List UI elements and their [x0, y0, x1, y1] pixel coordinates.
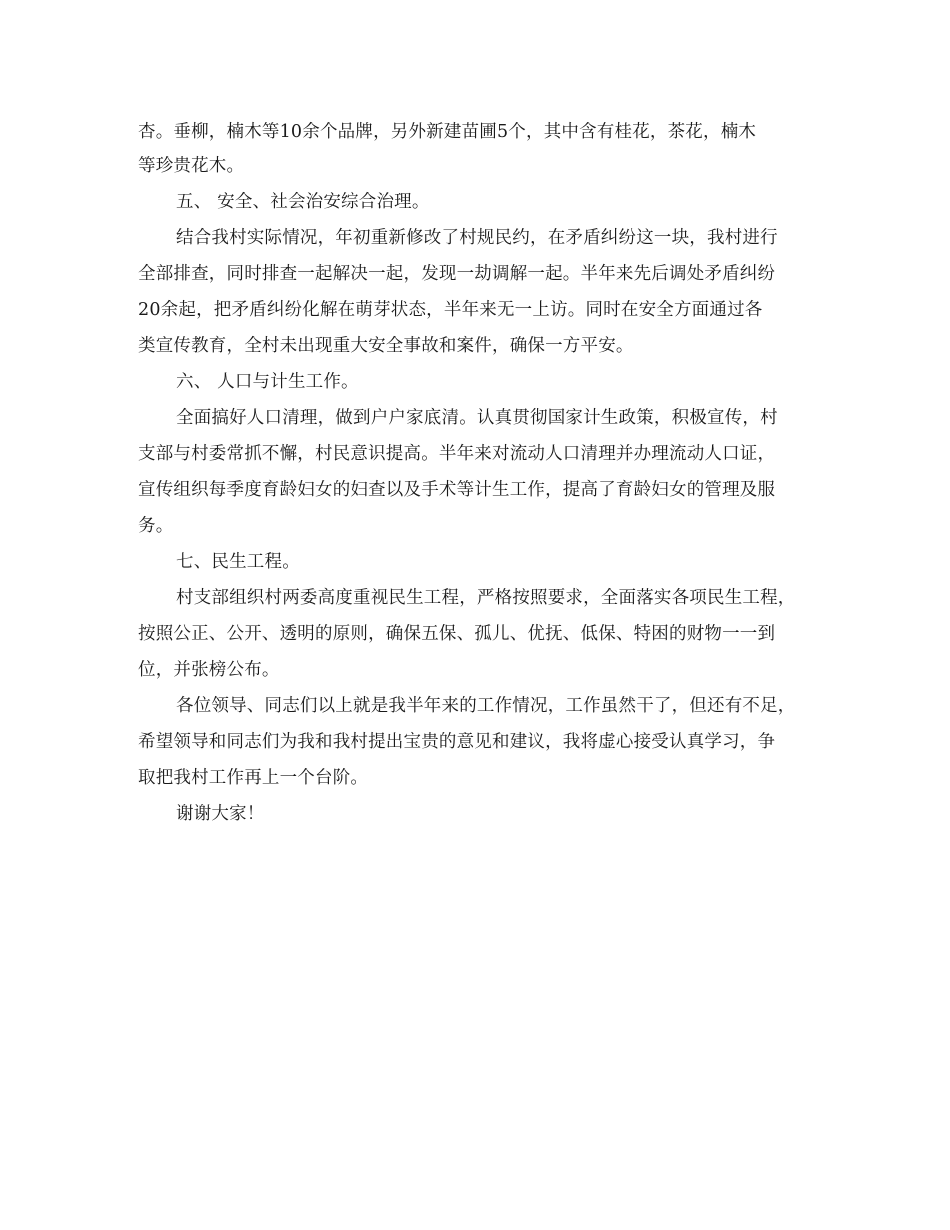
text-line: 支部与村委常抓不懈，村民意识提高。半年来对流动人口清理并办理流动人口证，	[138, 444, 776, 464]
text-line: 全部排查，同时排查一起解决一起，发现一劫调解一起。半年来先后调处矛盾纠纷	[138, 264, 776, 284]
text-line: 宣传组织每季度育龄妇女的妇查以及手术等计生工作，提高了育龄妇女的管理及服	[138, 480, 776, 500]
closing-line: 谢谢大家！	[176, 804, 265, 824]
text-line: 类宣传教育，全村未出现重大安全事故和案件，确保一方平安。	[138, 336, 634, 356]
text-line: 杏。垂柳，楠木等10余个品牌，另外新建苗圃5个，其中含有桂花，茶花，楠木	[138, 122, 757, 142]
text-line: 取把我村工作再上一个台阶。	[138, 768, 369, 788]
text-line: 20余起，把矛盾纠纷化解在萌芽状态，半年来无一上访。同时在安全方面通过各	[138, 300, 763, 320]
text-line: 务。	[138, 516, 174, 536]
text-line: 希望领导和同志们为我和我村提出宝贵的意见和建议，我将虚心接受认真学习，争	[138, 732, 776, 752]
text-line: 结合我村实际情况，年初重新修改了村规民约，在矛盾纠纷这一块，我村进行	[176, 228, 778, 248]
text-line: 等珍贵花木。	[138, 156, 245, 176]
text-line: 各位领导、同志们以上就是我半年来的工作情况，工作虽然干了，但还有不足，	[176, 696, 796, 716]
text-line: 位，并张榜公布。	[138, 660, 280, 680]
section-heading-5: 五、 安全、社会治安综合治理。	[176, 192, 430, 212]
text-line: 村支部组织村两委高度重视民生工程，严格按照要求，全面落实各项民生工程，	[176, 588, 796, 608]
text-line: 全面搞好人口清理，做到户户家底清。认真贯彻国家计生政策，积极宣传，村	[176, 408, 778, 428]
text-line: 按照公正、公开、透明的原则，确保五保、孤儿、优抚、低保、特困的财物一一到	[138, 624, 776, 644]
section-heading-7: 七、民生工程。	[176, 552, 300, 572]
section-heading-6: 六、 人口与计生工作。	[176, 372, 359, 392]
